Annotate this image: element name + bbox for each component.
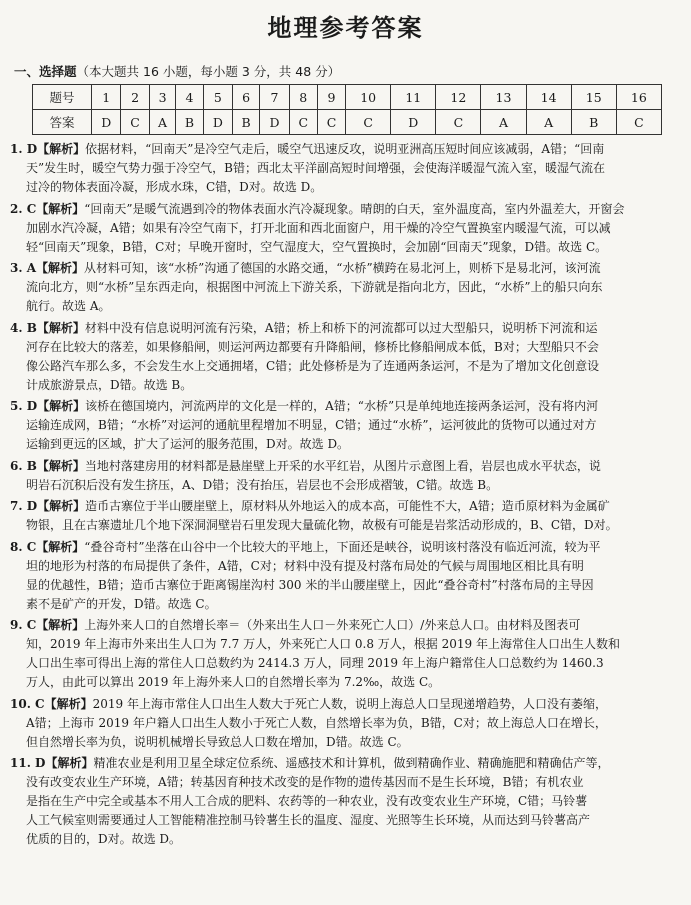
answer-cell: B (176, 110, 203, 135)
analysis-tag: 【解析】 (36, 539, 85, 554)
analysis-tag: 【解析】 (36, 320, 85, 335)
explanation-item (10, 616, 682, 692)
item-number: 2. C (10, 201, 37, 216)
analysis-tag: 【解析】 (36, 201, 85, 216)
explanation-item (10, 538, 682, 614)
answer-cell: D (92, 110, 121, 135)
analysis-tag: 【解析】 (36, 618, 85, 632)
explanation-text: 造币古寨位于半山腰崖壁上，原材料从外地运入的成本高，可能性不大，A错；造币原材料为金属矿 (85, 499, 610, 513)
explanation-text: 知，2019 年上海市外来出生人口为 7.7 万人，外来死亡人口 0.8 万人，根据 2019 年上海常住人口出生人数和 (26, 637, 620, 651)
question-number-cell: 3 (149, 85, 176, 110)
explanation-text: 过冷的物体表面冷凝，形成水珠，C错，D对。故选 D。 (26, 180, 323, 194)
explanation-text: 素不是矿产的开发，D错。故选 C。 (26, 596, 217, 611)
question-number-cell: 15 (571, 85, 616, 110)
answer-cell: C (436, 110, 481, 135)
item-number: 7. D (10, 499, 38, 513)
question-number-cell: 5 (203, 85, 232, 110)
question-number-cell: 8 (289, 85, 317, 110)
explanation-text: 优质的目的，D对。故选 D。 (26, 832, 182, 846)
explanation-item (10, 457, 682, 495)
explanation-text: 依据材料，“回南天”是冷空气走后，暖空气迅速反攻，说明亚洲高压短时间应该减弱，A错；“回南 (85, 142, 605, 156)
explanation-text: 明岩石沉积后没有发生挤压，A、D错；没有抬压，岩层也不会形成褶皱，C错。故选 B。 (26, 477, 499, 492)
explanation-text: 材料中没有信息说明河流有污染，A错；桥上和桥下的河流都可以过大型船只，说明桥下河流和运 (84, 320, 598, 335)
answer-cell: D (260, 110, 289, 135)
explanation-item (10, 259, 682, 316)
explanation-text: 人工气候室则需要通过人工智能精准控制马铃薯生长的温度、湿度、光照等生长环境，从而达到马铃薯高产 (26, 813, 591, 827)
item-number: 11. D (10, 756, 46, 770)
explanation-item (10, 695, 682, 752)
answer-cell: C (616, 110, 661, 135)
explanation-item (10, 754, 682, 849)
item-number: 6. B (10, 458, 37, 473)
explanation-text: 精准农业是利用卫星全球定位系统、遥感技术和计算机，做到精确作业、精确施肥和精确估产等， (93, 756, 610, 770)
answer-cell: C (289, 110, 317, 135)
explanation-text: 流向北方，则“水桥”呈东西走向，根据图中河流上下游关系，下游就是指向北方，因此，“水桥”上的船只向东 (26, 280, 603, 294)
explanation-item (10, 319, 682, 395)
explanation-text: 从材料可知，该“水桥”沟通了德国的水路交通，“水桥”横跨在易北河上，则桥下是易北河，该河流 (84, 261, 601, 275)
page-title: 地理参考答案 (267, 14, 424, 42)
explanation-text: 坦的地形为村落的布局提供了条件，A错，C对；材料中没有提及村落布局处的气候与周围地区相比具有明 (26, 558, 584, 573)
section-label: 一、选择题 (14, 64, 77, 79)
explanation-text: 当地村落建房用的材料都是悬崖壁上开采的水平红岩，从图片示意图上看，岩层也成水平状态，说 (84, 458, 601, 473)
item-number: 9. C (10, 618, 37, 632)
explanation-text: 万人，由此可以算出 2019 年上海外来人口的自然增长率为 7.2‰，故选 C。 (26, 675, 441, 689)
question-number-cell: 2 (121, 85, 149, 110)
explanation-text: 轻“回南天”现象，B错，C对；早晚开窗时，空气湿度大，空气置换时，会加剧“回南天”现象，D错。故选 C。 (26, 239, 608, 254)
analysis-tag: 【解析】 (37, 399, 86, 413)
section-heading (14, 62, 340, 80)
row-label-answer: 答案 (33, 110, 92, 135)
explanation-text: 但自然增长率为负，说明机械增长导致总人口数在增加，D错。故选 C。 (26, 734, 409, 749)
explanation-text: 没有改变农业生产环境，A错；转基因育种技术改变的是作物的遗传基因而不是生长环境，B错；有机农业 (26, 775, 584, 789)
question-number-cell: 14 (526, 85, 571, 110)
explanation-text: 河存在比较大的落差，如果修船闸，则运河两边都要有升降船闸，修桥比修船闸成本低，B对；大型船只不会 (26, 339, 599, 354)
question-number-cell: 16 (616, 85, 661, 110)
explanation-text: 显的优越性，B错；造币古寨位于距离锡崖沟村 300 米的半山腰崖壁上，因此“叠谷奇村”村落布局的主导因 (26, 577, 594, 592)
explanation-text: 计成旅游景点，D错。故选 B。 (26, 377, 193, 392)
answer-cell: A (149, 110, 176, 135)
item-number: 3. A (10, 261, 37, 275)
answer-cell: C (346, 110, 391, 135)
explanation-text: 人口出生率可得出上海的常住人口总数约为 2414.3 万人，同理 2019 年上海户籍常住人口总数约为 1460.3 (26, 656, 604, 670)
question-number-cell: 13 (481, 85, 526, 110)
explanation-text: 2019 年上海市常住人口出生人数大于死亡人数，说明上海总人口呈现递增趋势，人口没有萎缩， (92, 696, 607, 711)
explanation-text: 像公路汽车那么多，不会发生水上交通拥堵，C错；此处修桥是为了连通两条运河，不是为了增加文化创意设 (26, 358, 600, 373)
answer-cell: D (203, 110, 232, 135)
question-number-cell: 1 (92, 85, 121, 110)
answer-cell: A (526, 110, 571, 135)
analysis-tag: 【解析】 (37, 142, 86, 156)
explanation-text: “回南天”是暖气流遇到冷的物体表面水汽冷凝现象。晴朗的白天，室外温度高，室内外温差大，开窗会 (84, 201, 625, 216)
answer-row (33, 110, 662, 135)
analysis-tag: 【解析】 (44, 696, 93, 711)
item-number: 1. D (10, 142, 38, 156)
analysis-tag: 【解析】 (45, 756, 94, 770)
explanation-text: “叠谷奇村”坐落在山谷中一个比较大的平地上，下面还是峡谷，说明该村落没有临近河流，较为平 (84, 539, 601, 554)
section-note: （本大题共 16 小题，每小题 3 分，共 48 分） (76, 64, 341, 79)
explanation-text: 运输连成网，B错；“水桥”对运河的通航里程增加不明显，C错；通过“水桥”，运河彼此的货物可以通过对方 (26, 418, 597, 432)
explanation-item (10, 397, 682, 454)
question-number-cell: 10 (346, 85, 391, 110)
item-number: 10. C (10, 696, 45, 711)
analysis-tag: 【解析】 (36, 458, 85, 473)
explanation-text: 航行。故选 A。 (26, 299, 111, 313)
question-number-cell: 11 (391, 85, 436, 110)
explanation-text: A错；上海市 2019 年户籍人口出生人数小于死亡人数，自然增长率为负，B错，C对；故上海总人口在增长， (26, 715, 607, 730)
answer-cell: B (233, 110, 260, 135)
explanation-text: 加剧水汽冷凝，A错；如果有冷空气南下，打开北面和西北面窗户，用干燥的冷空气置换室内暖湿气流，可以减 (26, 220, 611, 235)
item-number: 5. D (10, 399, 38, 413)
explanation-item (10, 200, 682, 257)
question-number-cell: 12 (436, 85, 481, 110)
explanation-item (10, 140, 682, 197)
explanation-text: 该桥在德国境内，河流两岸的文化是一样的，A错；“水桥”只是单纯地连接两条运河，没有将内河 (85, 399, 599, 413)
answer-cell: C (121, 110, 149, 135)
answer-cell: B (571, 110, 616, 135)
answer-cell: D (391, 110, 436, 135)
explanation-list (10, 140, 682, 852)
answer-cell: A (481, 110, 526, 135)
row-label-number: 题号 (33, 85, 92, 110)
analysis-tag: 【解析】 (36, 261, 85, 275)
question-number-cell: 7 (260, 85, 289, 110)
answer-table (32, 84, 662, 135)
question-number-row (33, 85, 662, 110)
explanation-text: 物银，且在古寨遗址几个地下深洞洞壁岩石里发现大量硫化物，故极有可能是岩浆活动形成的，B、C错，D对。 (26, 518, 618, 532)
question-number-cell: 6 (233, 85, 260, 110)
explanation-text: 是指在生产中完全或基本不用人工合成的肥料、农药等的一种农业，没有改变农业生产环境，C错；马铃薯 (26, 794, 588, 808)
question-number-cell: 4 (176, 85, 203, 110)
item-number: 8. C (10, 539, 37, 554)
explanation-text: 运输到更远的区域，扩大了运河的服务范围，D对。故选 D。 (26, 437, 350, 451)
explanation-text: 天”发生时，暖空气势力强于冷空气，B错；西北太平洋副高短时间增强，会使海洋暖湿气流入室，暖湿气流在 (26, 161, 605, 175)
answer-cell: C (317, 110, 345, 135)
question-number-cell: 9 (317, 85, 345, 110)
item-number: 4. B (10, 320, 37, 335)
explanation-text: 上海外来人口的自然增长率＝（外来出生人口－外来死亡人口）/外来总人口。由材料及图表可 (84, 618, 581, 632)
explanation-item (10, 497, 682, 535)
analysis-tag: 【解析】 (37, 499, 86, 513)
